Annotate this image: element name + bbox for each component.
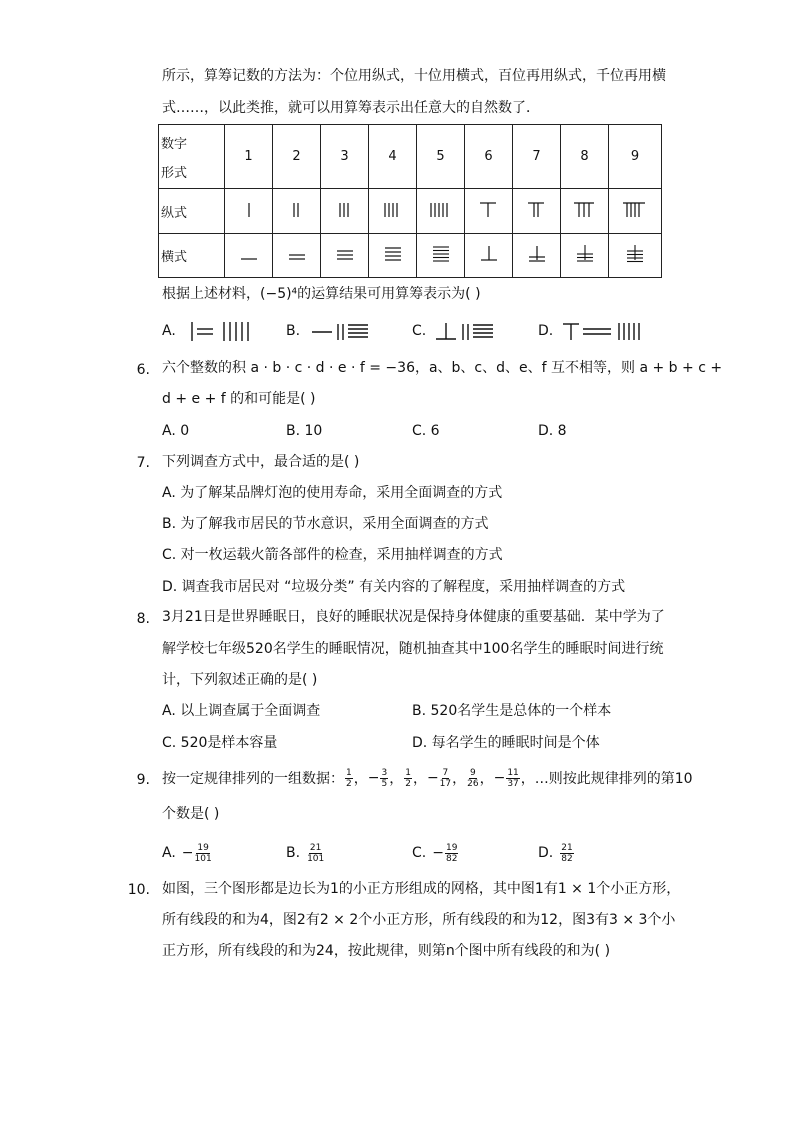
q5-option-b[interactable]: B. <box>286 320 384 342</box>
q6-option-c[interactable]: C. 6 <box>412 423 440 439</box>
horizontal-rod-6 <box>465 234 513 278</box>
q7-option-b[interactable]: B. 为了解我市居民的节水意识，采用全面调查的方式 <box>162 516 489 532</box>
option-label: B. <box>286 845 301 861</box>
minus-sign: − <box>432 845 444 861</box>
sequence-term <box>403 768 413 789</box>
intro-line-2: 式……，以此类推，就可以用算筹表示出任意大的自然数了． <box>162 100 540 116</box>
denominator: 101 <box>194 853 212 864</box>
numerator: 19 <box>445 842 458 853</box>
row-header-digit: 数字 形式 <box>159 125 225 189</box>
horizontal-rod-9 <box>609 234 662 278</box>
sequence-term <box>368 768 389 789</box>
q7-option-d[interactable]: D. 调查我市居民对 “垃圾分类” 有关内容的了解程度，采用抽样调查的方式 <box>162 579 626 595</box>
q8-option-a[interactable]: A. 以上调查属于全面调查 <box>162 703 321 719</box>
option-label: D. <box>538 845 554 861</box>
q7-option-c[interactable]: C. 对一枚运载火箭各部件的检查，采用抽样调查的方式 <box>162 547 503 563</box>
separator: ， <box>452 771 467 787</box>
q9-option-d[interactable] <box>538 838 575 868</box>
numerator: 21 <box>561 842 573 853</box>
q8-line-1: 3月21日是世界睡眠日，良好的睡眠状况是保持身体健康的重要基础．某中学为了 <box>162 609 665 625</box>
horizontal-rod-3 <box>321 234 369 278</box>
q5-option-a-rods <box>180 320 260 342</box>
horizontal-rod-5 <box>417 234 465 278</box>
q6-line-2: d + e + f 的和可能是( ) <box>162 391 316 407</box>
numerator: 1 <box>405 767 411 778</box>
sequence-term <box>427 768 452 789</box>
horizontal-rod-7 <box>513 234 561 278</box>
digit-cell: 6 <box>465 125 513 189</box>
digit-cell: 5 <box>417 125 465 189</box>
digit-cell: 8 <box>561 125 609 189</box>
q9-option-a[interactable] <box>162 838 213 868</box>
digit-cell: 1 <box>225 125 273 189</box>
q8-option-b[interactable]: B. 520名学生是总体的一个样本 <box>412 703 612 719</box>
separator: ， <box>412 771 427 787</box>
q5-option-b-rods <box>304 320 384 342</box>
digit-cell: 7 <box>513 125 561 189</box>
q5-option-c[interactable]: C. <box>412 320 510 342</box>
vertical-rod-5 <box>417 189 465 234</box>
numerator: 19 <box>197 842 209 853</box>
option-fraction <box>306 843 325 864</box>
q8-line-2: 解学校七年级520名学生的睡眠情况，随机抽查其中100名学生的睡眠时间进行统 <box>162 641 664 657</box>
numerator: 21 <box>309 842 322 853</box>
q10-line-2: 所有线段的和为4，图2有2 × 2个小正方形，所有线段的和为12，图3有3 × 3个小 <box>162 912 676 928</box>
q6-line-1: 六个整数的积 a · b · c · d · e · f = −36，a、b、c、d、e、f 互不相等，则 a + b + c + <box>162 360 723 376</box>
sequence-term <box>344 768 354 789</box>
denominator: 17 <box>439 778 452 789</box>
numerator: 11 <box>507 767 519 778</box>
q10-line-3: 正方形，所有线段的和为24，按此规律，则第n个图中所有线段的和为( ) <box>162 943 611 959</box>
vertical-rod-3 <box>321 189 369 234</box>
digit-cell: 4 <box>369 125 417 189</box>
vertical-rod-2 <box>273 189 321 234</box>
q9-stem: 按一定规律排列的一组数据： $\frac{1}{2}$ ， − $\frac{3}{5}$ ， $\frac{1}{2}$ ， − $\frac{7}{17}$ ， $\frac{9}{26}$ ， − $\frac{11}{37}$ ，…则按此规律排列的第10 <box>162 767 693 789</box>
option-label: A. <box>162 845 176 861</box>
vertical-rod-7 <box>513 189 561 234</box>
denominator: 2 <box>405 778 411 789</box>
denominator: 82 <box>445 853 458 864</box>
numerator: 1 <box>346 767 352 778</box>
row-header-vertical: 纵式 <box>159 189 225 234</box>
q9-number: 9. <box>136 772 150 788</box>
vertical-rod-9 <box>609 189 662 234</box>
q6-option-b[interactable]: B. 10 <box>286 423 323 439</box>
q5-option-d-rods <box>557 320 653 342</box>
option-fraction <box>432 843 459 864</box>
minus-sign: − <box>181 845 194 861</box>
q9-option-b[interactable] <box>286 838 325 868</box>
separator: ， <box>389 771 404 787</box>
numerator: 9 <box>469 767 476 778</box>
separator: ， <box>479 771 494 787</box>
q6-number: 6. <box>136 362 150 378</box>
digit-cell: 9 <box>609 125 662 189</box>
row-header-horizontal: 横式 <box>159 234 225 278</box>
q6-option-a[interactable]: A. 0 <box>162 423 190 439</box>
q5-option-c-rods <box>430 320 510 342</box>
q9-line-2: 个数是( ) <box>162 806 220 822</box>
digit-cell: 2 <box>273 125 321 189</box>
denominator: 82 <box>561 853 573 864</box>
horizontal-rod-1 <box>225 234 273 278</box>
denominator: 5 <box>381 778 388 789</box>
vertical-rod-8 <box>561 189 609 234</box>
intro-line-1: 所示，算筹记数的方法为：个位用纵式，十位用横式，百位再用纵式，千位再用横 <box>162 68 666 84</box>
option-fraction <box>559 843 574 864</box>
q8-option-c[interactable]: C. 520是样本容量 <box>162 735 278 751</box>
q7-stem: 下列调查方式中，最合适的是( ) <box>162 454 360 470</box>
q8-option-d[interactable]: D. 每名学生的睡眠时间是个体 <box>412 735 600 751</box>
denominator: 37 <box>507 778 519 789</box>
q10-line-1: 如图，三个图形都是边长为1的小正方形组成的网格，其中图1有1 × 1个小正方形， <box>162 881 681 897</box>
denominator: 26 <box>467 778 479 789</box>
sequence-term <box>466 768 479 789</box>
numerator: 7 <box>442 767 449 778</box>
counting-rod-table <box>158 124 662 278</box>
denominator: 2 <box>346 778 352 789</box>
q9-sequence <box>344 768 521 789</box>
vertical-rod-1 <box>225 189 273 234</box>
q5-stem: 根据上述材料，(−5)⁴的运算结果可用算筹表示为( ) <box>162 286 481 302</box>
vertical-rod-4 <box>369 189 417 234</box>
q8-number: 8. <box>136 611 150 627</box>
minus-sign: − <box>367 770 380 786</box>
sequence-term <box>494 768 521 789</box>
numerator: 3 <box>381 767 388 778</box>
q9-option-c[interactable] <box>412 838 459 868</box>
denominator: 101 <box>307 853 325 864</box>
q10-number: 10. <box>127 882 150 898</box>
option-fraction <box>182 843 213 864</box>
horizontal-rod-4 <box>369 234 417 278</box>
minus-sign: − <box>493 770 506 786</box>
q7-option-a[interactable]: A. 为了解某品牌灯泡的使用寿命，采用全面调查的方式 <box>162 485 503 501</box>
digit-cell: 3 <box>321 125 369 189</box>
separator: ， <box>353 771 368 787</box>
horizontal-rod-2 <box>273 234 321 278</box>
horizontal-rod-8 <box>561 234 609 278</box>
option-label: C. <box>412 845 427 861</box>
vertical-rod-6 <box>465 189 513 234</box>
q8-line-3: 计，下列叙述正确的是( ) <box>162 672 318 688</box>
q7-number: 7. <box>136 455 150 471</box>
q5-option-a[interactable]: A. <box>162 320 260 342</box>
q6-option-d[interactable]: D. 8 <box>538 423 567 439</box>
minus-sign: − <box>426 770 439 786</box>
q5-option-d[interactable]: D. <box>538 320 653 342</box>
